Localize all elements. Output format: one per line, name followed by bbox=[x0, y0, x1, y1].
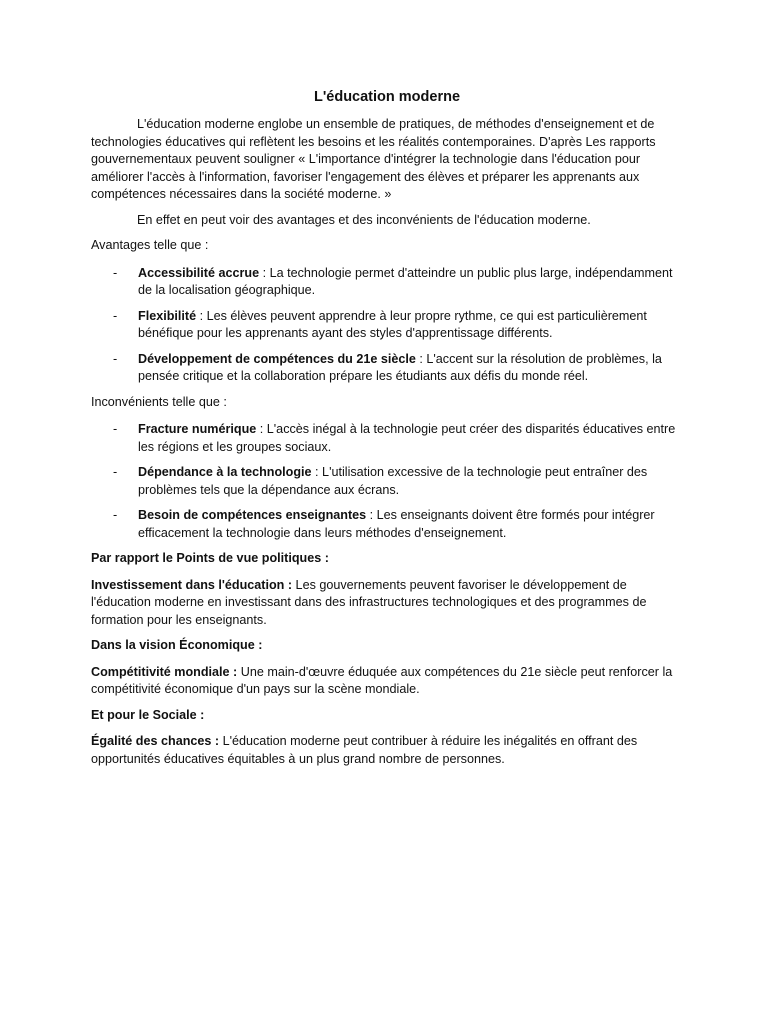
social-term: Égalité des chances : bbox=[91, 734, 220, 748]
social-heading: Et pour le Sociale : bbox=[91, 707, 205, 722]
advantage-text: : Les élèves peuvent apprendre à leur propre rythme, ce qui est particulièrement bénéfique pour les apprenants ayant des styles d'apprentissage différents. bbox=[138, 308, 647, 340]
social-text: L'éducation moderne peut contribuer à réduire les inégalités en offrant des opportunités éducatives équitables à un plus grand nombre de personnes. bbox=[91, 734, 638, 766]
disadvantage-text: : L'accès inégal à la technologie peut créer des disparités éducatives entre les régions et les groupes sociaux. bbox=[138, 422, 676, 454]
dash-bullet: - bbox=[113, 351, 118, 366]
document-title: L'éducation moderne bbox=[313, 89, 461, 105]
dash-bullet: - bbox=[113, 465, 118, 479]
economy-text: Une main-d'œuvre éduquée aux compétences du 21e siècle peut renforcer la compétitivité économique d'un pays sur la scène mondiale. bbox=[91, 664, 673, 696]
dash-bullet: - bbox=[113, 265, 118, 280]
list-item bbox=[91, 265, 683, 300]
second-paragraph: En effet en peut voir des avantages et des inconvénients de l'éducation moderne. bbox=[137, 212, 591, 227]
list-item bbox=[91, 507, 683, 542]
politics-text: Les gouvernements peuvent favoriser le développement de l'éducation moderne en investissant dans des infrastructures technologiques et des programmes de formation pour les enseignants. bbox=[91, 577, 647, 627]
document-page bbox=[91, 88, 683, 776]
disadvantage-term: Fracture numérique bbox=[138, 422, 257, 436]
disadvantage-text: : Les enseignants doivent être formés pour intégrer efficacement la technologie dans leurs méthodes d'enseignement. bbox=[138, 508, 655, 540]
politics-heading: Par rapport le Points de vue politiques : bbox=[91, 551, 329, 565]
disadvantage-term: Dépendance à la technologie bbox=[138, 465, 312, 479]
disadvantage-text: : L'utilisation excessive de la technologie peut entraîner des problèmes tels que la dépendance aux écrans. bbox=[138, 465, 648, 497]
list-item bbox=[91, 308, 683, 343]
disadvantages-heading: Inconvénients telle que : bbox=[91, 394, 227, 409]
politics-term: Investissement dans l'éducation : bbox=[91, 577, 293, 592]
list-item bbox=[91, 421, 683, 456]
disadvantages-list bbox=[91, 421, 683, 542]
economy-term: Compétitivité mondiale : bbox=[91, 664, 238, 679]
advantage-term: Développement de compétences du 21e siècle bbox=[138, 351, 416, 366]
advantage-term: Accessibilité accrue bbox=[138, 265, 260, 280]
social-paragraph bbox=[91, 733, 683, 768]
economy-paragraph bbox=[91, 664, 683, 699]
dash-bullet: - bbox=[113, 308, 118, 323]
intro-paragraph: L'éducation moderne englobe un ensemble de pratiques, de méthodes d'enseignement et de technologies éducatives qui reflètent les besoins et les réalités contemporaines. D'après Les rapports gouvernementaux peuvent souligner « L'importance d'intégrer la technologie dans l'éducation pour améliorer l'accès à l'information, favoriser l'engagement des élèves et préparer les apprenants aux compétences nécessaires dans la société moderne. » bbox=[91, 117, 656, 201]
advantages-heading: Avantages telle que : bbox=[91, 238, 209, 252]
dash-bullet: - bbox=[113, 422, 118, 436]
advantage-text: : L'accent sur la résolution de problèmes, la pensée critique et la collaboration prépare les étudiants aux défis du monde réel. bbox=[138, 351, 662, 383]
advantage-term: Flexibilité bbox=[138, 308, 197, 323]
advantages-list bbox=[91, 265, 683, 386]
economy-heading: Dans la vision Économique : bbox=[91, 638, 263, 652]
list-item bbox=[91, 351, 683, 386]
politics-paragraph bbox=[91, 577, 683, 630]
list-item bbox=[91, 464, 683, 499]
dash-bullet: - bbox=[113, 508, 118, 522]
disadvantage-term: Besoin de compétences enseignantes bbox=[138, 508, 367, 522]
advantage-text: : La technologie permet d'atteindre un public plus large, indépendamment de la localisation géographique. bbox=[138, 265, 673, 297]
